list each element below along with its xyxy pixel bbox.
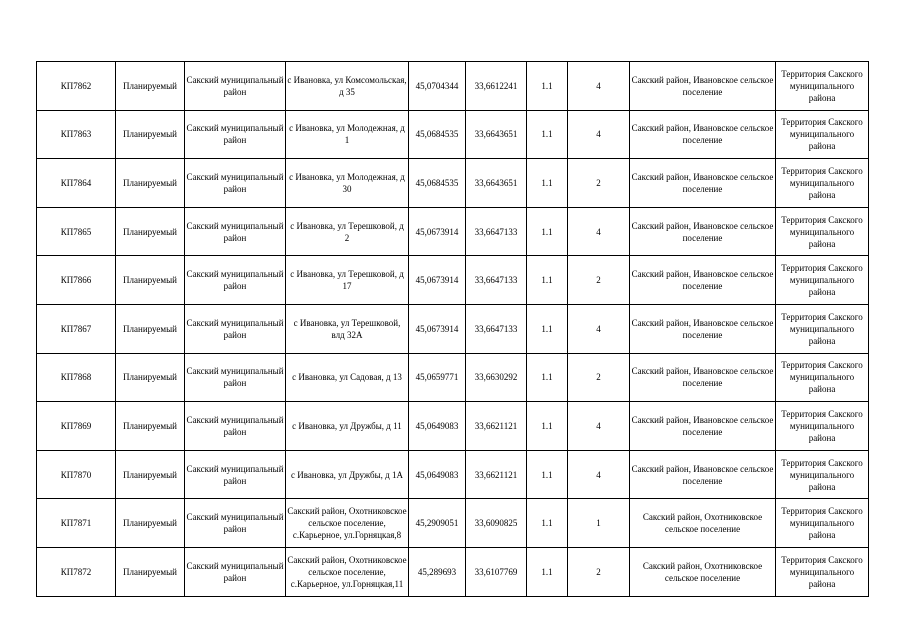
type-cell: 1.1 (527, 159, 568, 208)
municipality-cell: Сакский муниципальный район (185, 450, 286, 499)
territory-cell: Территория Сакского муниципального района (776, 207, 869, 256)
count-cell: 4 (568, 402, 630, 451)
address-cell: с Ивановка, ул Терешковой, д 2 (286, 207, 409, 256)
status-cell: Планируемый (116, 353, 185, 402)
location-cell: Сакский район, Ивановское сельское поселение (630, 353, 776, 402)
longitude-cell: 33,6090825 (466, 499, 527, 548)
location-cell: Сакский район, Охотниковское сельское поселение (630, 547, 776, 596)
latitude-cell: 45,0673914 (409, 256, 466, 305)
count-cell: 4 (568, 450, 630, 499)
latitude-cell: 45,289693 (409, 547, 466, 596)
status-cell: Планируемый (116, 402, 185, 451)
count-cell: 2 (568, 159, 630, 208)
table-row (37, 304, 869, 353)
municipality-cell: Сакский муниципальный район (185, 499, 286, 548)
object-code-cell: КП7872 (37, 547, 116, 596)
status-cell: Планируемый (116, 207, 185, 256)
municipality-cell: Сакский муниципальный район (185, 110, 286, 159)
table-row (37, 402, 869, 451)
table-row (37, 353, 869, 402)
location-cell: Сакский район, Ивановское сельское поселение (630, 304, 776, 353)
territory-cell: Территория Сакского муниципального района (776, 499, 869, 548)
count-cell: 2 (568, 547, 630, 596)
table-row (37, 159, 869, 208)
status-cell: Планируемый (116, 256, 185, 305)
object-code-cell: КП7864 (37, 159, 116, 208)
municipality-cell: Сакский муниципальный район (185, 402, 286, 451)
type-cell: 1.1 (527, 304, 568, 353)
latitude-cell: 45,0684535 (409, 110, 466, 159)
table-row (37, 62, 869, 111)
location-cell: Сакский район, Ивановское сельское поселение (630, 256, 776, 305)
municipality-cell: Сакский муниципальный район (185, 62, 286, 111)
longitude-cell: 33,6647133 (466, 207, 527, 256)
address-cell: Сакский район, Охотниковское сельское поселение, с.Карьерное, ул.Горняцкая,11 (286, 547, 409, 596)
latitude-cell: 45,0659771 (409, 353, 466, 402)
longitude-cell: 33,6621121 (466, 450, 527, 499)
object-code-cell: КП7868 (37, 353, 116, 402)
location-cell: Сакский район, Ивановское сельское поселение (630, 402, 776, 451)
status-cell: Планируемый (116, 159, 185, 208)
count-cell: 4 (568, 110, 630, 159)
type-cell: 1.1 (527, 450, 568, 499)
address-cell: с Ивановка, ул Дружбы, д 11 (286, 402, 409, 451)
count-cell: 1 (568, 499, 630, 548)
municipality-cell: Сакский муниципальный район (185, 353, 286, 402)
type-cell: 1.1 (527, 110, 568, 159)
latitude-cell: 45,0649083 (409, 450, 466, 499)
longitude-cell: 33,6643651 (466, 110, 527, 159)
location-cell: Сакский район, Ивановское сельское поселение (630, 207, 776, 256)
latitude-cell: 45,2909051 (409, 499, 466, 548)
table-row (37, 110, 869, 159)
object-code-cell: КП7866 (37, 256, 116, 305)
type-cell: 1.1 (527, 256, 568, 305)
location-cell: Сакский район, Ивановское сельское поселение (630, 159, 776, 208)
territory-cell: Территория Сакского муниципального района (776, 547, 869, 596)
location-cell: Сакский район, Ивановское сельское поселение (630, 110, 776, 159)
location-cell: Сакский район, Охотниковское сельское поселение (630, 499, 776, 548)
type-cell: 1.1 (527, 62, 568, 111)
count-cell: 2 (568, 353, 630, 402)
territory-cell: Территория Сакского муниципального района (776, 402, 869, 451)
latitude-cell: 45,0704344 (409, 62, 466, 111)
address-cell: с Ивановка, ул Комсомольская, д 35 (286, 62, 409, 111)
address-cell: с Ивановка, ул Дружбы, д 1А (286, 450, 409, 499)
type-cell: 1.1 (527, 353, 568, 402)
territory-cell: Территория Сакского муниципального района (776, 304, 869, 353)
object-code-cell: КП7871 (37, 499, 116, 548)
address-cell: с Ивановка, ул Молодежная, д 1 (286, 110, 409, 159)
object-code-cell: КП7867 (37, 304, 116, 353)
territory-cell: Территория Сакского муниципального района (776, 110, 869, 159)
latitude-cell: 45,0673914 (409, 304, 466, 353)
table-row (37, 207, 869, 256)
objects-table (36, 61, 869, 597)
status-cell: Планируемый (116, 547, 185, 596)
longitude-cell: 33,6107769 (466, 547, 527, 596)
territory-cell: Территория Сакского муниципального района (776, 62, 869, 111)
municipality-cell: Сакский муниципальный район (185, 256, 286, 305)
longitude-cell: 33,6647133 (466, 256, 527, 305)
count-cell: 4 (568, 207, 630, 256)
longitude-cell: 33,6630292 (466, 353, 527, 402)
latitude-cell: 45,0673914 (409, 207, 466, 256)
table-row (37, 547, 869, 596)
type-cell: 1.1 (527, 402, 568, 451)
address-cell: с Ивановка, ул Терешковой, влд 32А (286, 304, 409, 353)
address-cell: Сакский район, Охотниковское сельское поселение, с.Карьерное, ул.Горняцкая,8 (286, 499, 409, 548)
municipality-cell: Сакский муниципальный район (185, 207, 286, 256)
status-cell: Планируемый (116, 62, 185, 111)
count-cell: 4 (568, 304, 630, 353)
address-cell: с Ивановка, ул Садовая, д 13 (286, 353, 409, 402)
table-body (37, 62, 869, 597)
status-cell: Планируемый (116, 304, 185, 353)
latitude-cell: 45,0649083 (409, 402, 466, 451)
longitude-cell: 33,6643651 (466, 159, 527, 208)
type-cell: 1.1 (527, 499, 568, 548)
object-code-cell: КП7869 (37, 402, 116, 451)
longitude-cell: 33,6647133 (466, 304, 527, 353)
status-cell: Планируемый (116, 499, 185, 548)
table-row (37, 256, 869, 305)
location-cell: Сакский район, Ивановское сельское поселение (630, 450, 776, 499)
municipality-cell: Сакский муниципальный район (185, 159, 286, 208)
type-cell: 1.1 (527, 207, 568, 256)
object-code-cell: КП7862 (37, 62, 116, 111)
object-code-cell: КП7870 (37, 450, 116, 499)
table-row (37, 450, 869, 499)
municipality-cell: Сакский муниципальный район (185, 304, 286, 353)
address-cell: с Ивановка, ул Терешковой, д 17 (286, 256, 409, 305)
address-cell: с Ивановка, ул Молодежная, д 30 (286, 159, 409, 208)
municipality-cell: Сакский муниципальный район (185, 547, 286, 596)
count-cell: 4 (568, 62, 630, 111)
territory-cell: Территория Сакского муниципального района (776, 450, 869, 499)
object-code-cell: КП7865 (37, 207, 116, 256)
location-cell: Сакский район, Ивановское сельское поселение (630, 62, 776, 111)
table-row (37, 499, 869, 548)
latitude-cell: 45,0684535 (409, 159, 466, 208)
longitude-cell: 33,6621121 (466, 402, 527, 451)
status-cell: Планируемый (116, 450, 185, 499)
territory-cell: Территория Сакского муниципального района (776, 159, 869, 208)
longitude-cell: 33,6612241 (466, 62, 527, 111)
type-cell: 1.1 (527, 547, 568, 596)
object-code-cell: КП7863 (37, 110, 116, 159)
count-cell: 2 (568, 256, 630, 305)
territory-cell: Территория Сакского муниципального района (776, 353, 869, 402)
status-cell: Планируемый (116, 110, 185, 159)
territory-cell: Территория Сакского муниципального района (776, 256, 869, 305)
